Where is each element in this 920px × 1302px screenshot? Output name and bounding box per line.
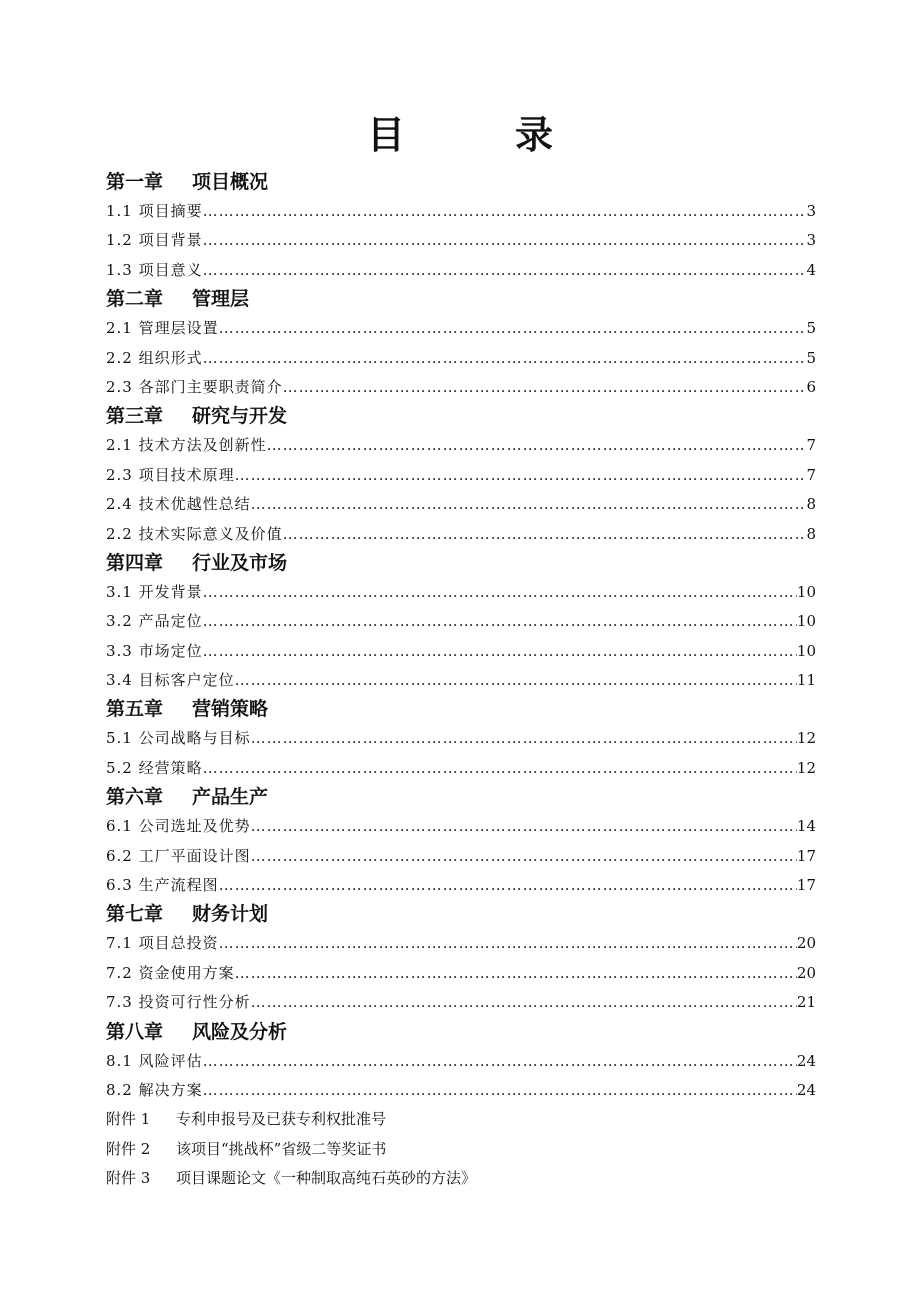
chapter-title: 营销策略 [192, 698, 269, 721]
chapter-heading[interactable] [106, 402, 816, 431]
dot-leader [203, 197, 806, 226]
toc-page-number: 24 [796, 1051, 816, 1070]
toc-entry-label: 2.1 管理层设置 [106, 319, 219, 338]
toc-entry[interactable] [106, 724, 816, 753]
chapter-title: 研究与开发 [192, 405, 288, 428]
chapter-title: 行业及市场 [192, 551, 288, 574]
toc-page-number: 14 [796, 817, 816, 836]
toc-page-number: 4 [806, 260, 816, 279]
dot-leader [203, 1076, 797, 1105]
toc-entry[interactable] [106, 578, 816, 607]
toc-page-number: 8 [806, 495, 816, 514]
dot-leader [251, 812, 797, 841]
dot-leader [203, 637, 797, 666]
chapter-number: 第四章 [106, 551, 164, 574]
toc-page-number: 3 [806, 231, 816, 250]
chapter-title: 项目概况 [192, 171, 269, 193]
appendix-number: 附件 2 [106, 1139, 151, 1158]
toc-entry[interactable] [106, 461, 816, 490]
chapter-heading[interactable] [106, 695, 816, 724]
toc-entry-label: 6.2 工厂平面设计图 [106, 846, 251, 865]
chapter-number: 第六章 [106, 786, 164, 809]
toc-entry-label: 6.3 生产流程图 [106, 876, 219, 895]
dot-leader [235, 959, 797, 988]
dot-leader [203, 1047, 797, 1076]
toc-page-number: 10 [796, 641, 816, 660]
toc-entry[interactable] [106, 490, 816, 519]
toc-page-number: 7 [806, 436, 816, 455]
appendix-number: 附件 1 [106, 1110, 151, 1129]
toc-entry[interactable] [106, 344, 816, 373]
dot-leader [203, 754, 797, 783]
toc-entry-label: 8.2 解决方案 [106, 1080, 203, 1099]
table-of-contents [106, 168, 816, 1194]
dot-leader [251, 842, 797, 871]
dot-leader [251, 988, 797, 1017]
toc-entry-label: 7.1 项目总投资 [106, 934, 219, 953]
toc-page-number: 20 [796, 963, 816, 982]
dot-leader [203, 578, 797, 607]
toc-entry[interactable] [106, 1076, 816, 1105]
toc-page-number: 17 [796, 876, 816, 895]
toc-entry[interactable] [106, 929, 816, 958]
appendix-title: 该项目“挑战杯”省级二等奖证书 [176, 1139, 387, 1158]
toc-entry-label: 6.1 公司选址及优势 [106, 817, 251, 836]
dot-leader [203, 607, 797, 636]
chapter-title: 风险及分析 [192, 1020, 288, 1043]
toc-entry-label: 7.3 投资可行性分析 [106, 993, 251, 1012]
toc-entry[interactable] [106, 1047, 816, 1076]
toc-page-number: 12 [796, 758, 816, 777]
toc-page-number: 21 [796, 993, 816, 1012]
toc-entry-label: 5.1 公司战略与目标 [106, 729, 251, 748]
dot-leader [235, 461, 806, 490]
toc-page-number: 6 [806, 377, 816, 396]
toc-entry-label: 3.3 市场定位 [106, 641, 203, 660]
toc-page-number: 5 [806, 348, 816, 367]
toc-entry[interactable] [106, 842, 816, 871]
toc-page-number: 24 [796, 1080, 816, 1099]
toc-page-number: 11 [796, 671, 816, 690]
toc-entry[interactable] [106, 226, 816, 255]
appendix-title: 项目课题论文《一种制取高纯石英砂的方法》 [176, 1169, 477, 1188]
chapter-heading[interactable] [106, 549, 816, 578]
appendix-item[interactable] [106, 1105, 816, 1134]
dot-leader [251, 724, 797, 753]
toc-entry-label: 2.3 项目技术原理 [106, 465, 235, 484]
toc-page-number: 10 [796, 582, 816, 601]
toc-entry-label: 5.2 经营策略 [106, 758, 203, 777]
chapter-heading[interactable] [106, 168, 816, 197]
toc-entry[interactable] [106, 871, 816, 900]
dot-leader [267, 431, 806, 460]
toc-entry-label: 8.1 风险评估 [106, 1051, 203, 1070]
chapter-number: 第七章 [106, 903, 164, 926]
toc-entry[interactable] [106, 197, 816, 226]
dot-leader [203, 256, 806, 285]
toc-entry-label: 3.4 目标客户定位 [106, 671, 235, 690]
toc-entry[interactable] [106, 959, 816, 988]
dot-leader [283, 520, 806, 549]
chapter-heading[interactable] [106, 1018, 816, 1047]
page-title: 目 录 [366, 113, 589, 157]
toc-page-number: 10 [796, 612, 816, 631]
toc-entry[interactable] [106, 637, 816, 666]
dot-leader [203, 226, 806, 255]
toc-entry[interactable] [106, 520, 816, 549]
chapter-number: 第二章 [106, 288, 164, 311]
toc-page-number: 12 [796, 729, 816, 748]
dot-leader [219, 871, 797, 900]
toc-entry-label: 1.2 项目背景 [106, 231, 203, 250]
toc-entry[interactable] [106, 988, 816, 1017]
chapter-title: 管理层 [192, 288, 250, 311]
toc-entry[interactable] [106, 754, 816, 783]
chapter-number: 第八章 [106, 1020, 164, 1043]
chapter-title: 财务计划 [192, 903, 269, 926]
appendix-title: 专利申报号及已获专利权批准号 [176, 1110, 387, 1129]
chapter-heading[interactable] [106, 900, 816, 929]
appendix-item[interactable] [106, 1135, 816, 1164]
toc-entry[interactable] [106, 256, 816, 285]
toc-page-number: 8 [806, 524, 816, 543]
chapter-heading[interactable] [106, 783, 816, 812]
dot-leader [283, 373, 806, 402]
toc-entry[interactable] [106, 431, 816, 460]
toc-entry-label: 2.3 各部门主要职责简介 [106, 377, 283, 396]
chapter-heading[interactable] [106, 285, 816, 314]
toc-entry[interactable] [106, 666, 816, 695]
chapter-number: 第一章 [106, 171, 164, 193]
toc-page-number: 5 [806, 319, 816, 338]
chapter-number: 第五章 [106, 698, 164, 721]
toc-entry-label: 3.2 产品定位 [106, 612, 203, 631]
toc-page-number: 7 [806, 465, 816, 484]
dot-leader [219, 314, 806, 343]
toc-entry-label: 7.2 资金使用方案 [106, 963, 235, 982]
dot-leader [219, 929, 797, 958]
appendix-item[interactable] [106, 1164, 816, 1193]
chapter-number: 第三章 [106, 405, 164, 428]
toc-entry[interactable] [106, 812, 816, 841]
dot-leader [203, 344, 806, 373]
toc-entry[interactable] [106, 373, 816, 402]
dot-leader [251, 490, 806, 519]
toc-entry-label: 2.2 组织形式 [106, 348, 203, 367]
toc-page-number: 3 [806, 202, 816, 220]
toc-entry-label: 3.1 开发背景 [106, 582, 203, 601]
chapter-title: 产品生产 [192, 786, 269, 809]
toc-entry-label: 2.2 技术实际意义及价值 [106, 524, 283, 543]
toc-entry[interactable] [106, 314, 816, 343]
toc-entry-label: 1.3 项目意义 [106, 260, 203, 279]
toc-entry-label: 2.1 技术方法及创新性 [106, 436, 267, 455]
toc-entry[interactable] [106, 607, 816, 636]
toc-page-number: 20 [796, 934, 816, 953]
toc-entry-label: 2.4 技术优越性总结 [106, 495, 251, 514]
toc-entry-label: 1.1 项目摘要 [106, 202, 203, 220]
dot-leader [235, 666, 797, 695]
appendix-number: 附件 3 [106, 1169, 151, 1188]
toc-page-number: 17 [796, 846, 816, 865]
